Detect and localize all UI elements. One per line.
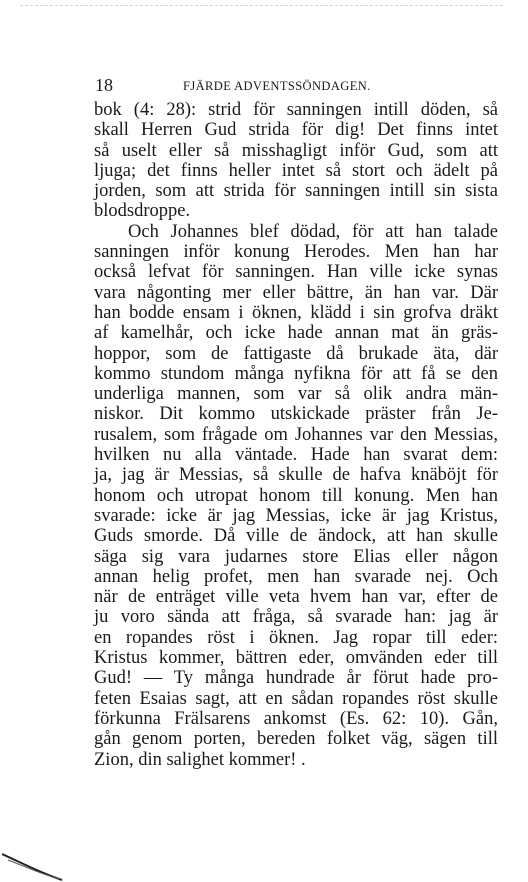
- text-line: bok (4: 28): strid för sanningen intill döden, så: [94, 100, 498, 120]
- text-line: skall Herren Gud strida för dig! Det finns intet: [94, 120, 498, 141]
- text-line: hoppor, som de fattigaste då brukade äta, där: [94, 343, 498, 364]
- text-line: feten Esaias sagt, att en sådan ropandes röst skulle: [94, 688, 498, 709]
- text-line: svarade: icke är jag Messias, icke är jag Kristus,: [94, 505, 498, 526]
- text-line: gån genom porten, bereden folket väg, sägen till: [94, 729, 498, 750]
- text-line: förkunna Frälsarens ankomst (Es. 62: 10). Gån,: [94, 708, 498, 729]
- text-line: niskor. Dit kommo utskickade präster från Je-: [94, 404, 498, 425]
- text-line: honom och utropat honom till konung. Men han: [94, 485, 498, 506]
- text-line: Och Johannes blef dödad, för att han talade: [128, 221, 498, 242]
- text-line: Guds smorde. Då ville de ändock, att han skulle: [94, 526, 498, 547]
- text-line: hvilken nu alla väntade. Hade han svarat dem:: [94, 445, 498, 466]
- text-line: Zion, din salighet kommer! .: [94, 749, 306, 770]
- text-line: också lefvat för sanningen. Han ville icke synas: [94, 262, 498, 283]
- text-line: Kristus kommer, bättren eder, omvänden eder till: [94, 648, 498, 669]
- text-line: ju voro sända att fråga, så svarade han: jag är: [94, 607, 498, 628]
- text-line: blodsdroppe.: [94, 201, 191, 222]
- text-line: Gud! — Ty många hundrade år förut hade pro-: [94, 668, 498, 689]
- text-line: ljuga; det finns heller intet så stort och ädelt på: [94, 160, 498, 181]
- text-line: af kamelhår, och icke hade annan mat än gräs-: [94, 323, 498, 344]
- text-line: en ropandes röst i öknen. Jag ropar till eder:: [94, 627, 498, 648]
- page-number: 18: [95, 75, 113, 95]
- text-line: kommo stundom många nyfikna för att få se den: [94, 363, 498, 384]
- running-head: [95, 75, 500, 95]
- text-line: rusalem, som frågade om Johannes var den Messias,: [94, 424, 498, 445]
- text-line: så uselt eller så misshagligt inför Gud, som att: [94, 140, 498, 161]
- top-edge-rule: [20, 5, 503, 6]
- text-line: vara någonting mer eller bättre, än han var. Där: [94, 282, 498, 303]
- text-line: sanningen inför konung Herodes. Men han har: [94, 242, 498, 263]
- running-title: FJÄRDE ADVENTSSÖNDAGEN.: [183, 79, 371, 93]
- page-corner-scan-mark: [2, 852, 64, 882]
- text-line: när de enträget ville veta hvem han var, efter de: [94, 587, 498, 608]
- paragraph: [94, 222, 498, 770]
- paragraph: [94, 100, 498, 222]
- body-text: [94, 100, 498, 770]
- text-line: ja, jag är Messias, så skulle de hafva knäböjt för: [94, 465, 498, 486]
- text-line: annan helig profet, men han svarade nej. Och: [94, 566, 498, 587]
- text-line: underliga mannen, som var så olik andra män-: [94, 384, 498, 405]
- text-line: han bodde ensam i öknen, klädd i sin grofva dräkt: [94, 302, 498, 323]
- text-line: jorden, som att strida för sanningen intill sin sista: [94, 181, 498, 202]
- text-line: säga sig vara judarnes store Elias eller någon: [94, 546, 498, 567]
